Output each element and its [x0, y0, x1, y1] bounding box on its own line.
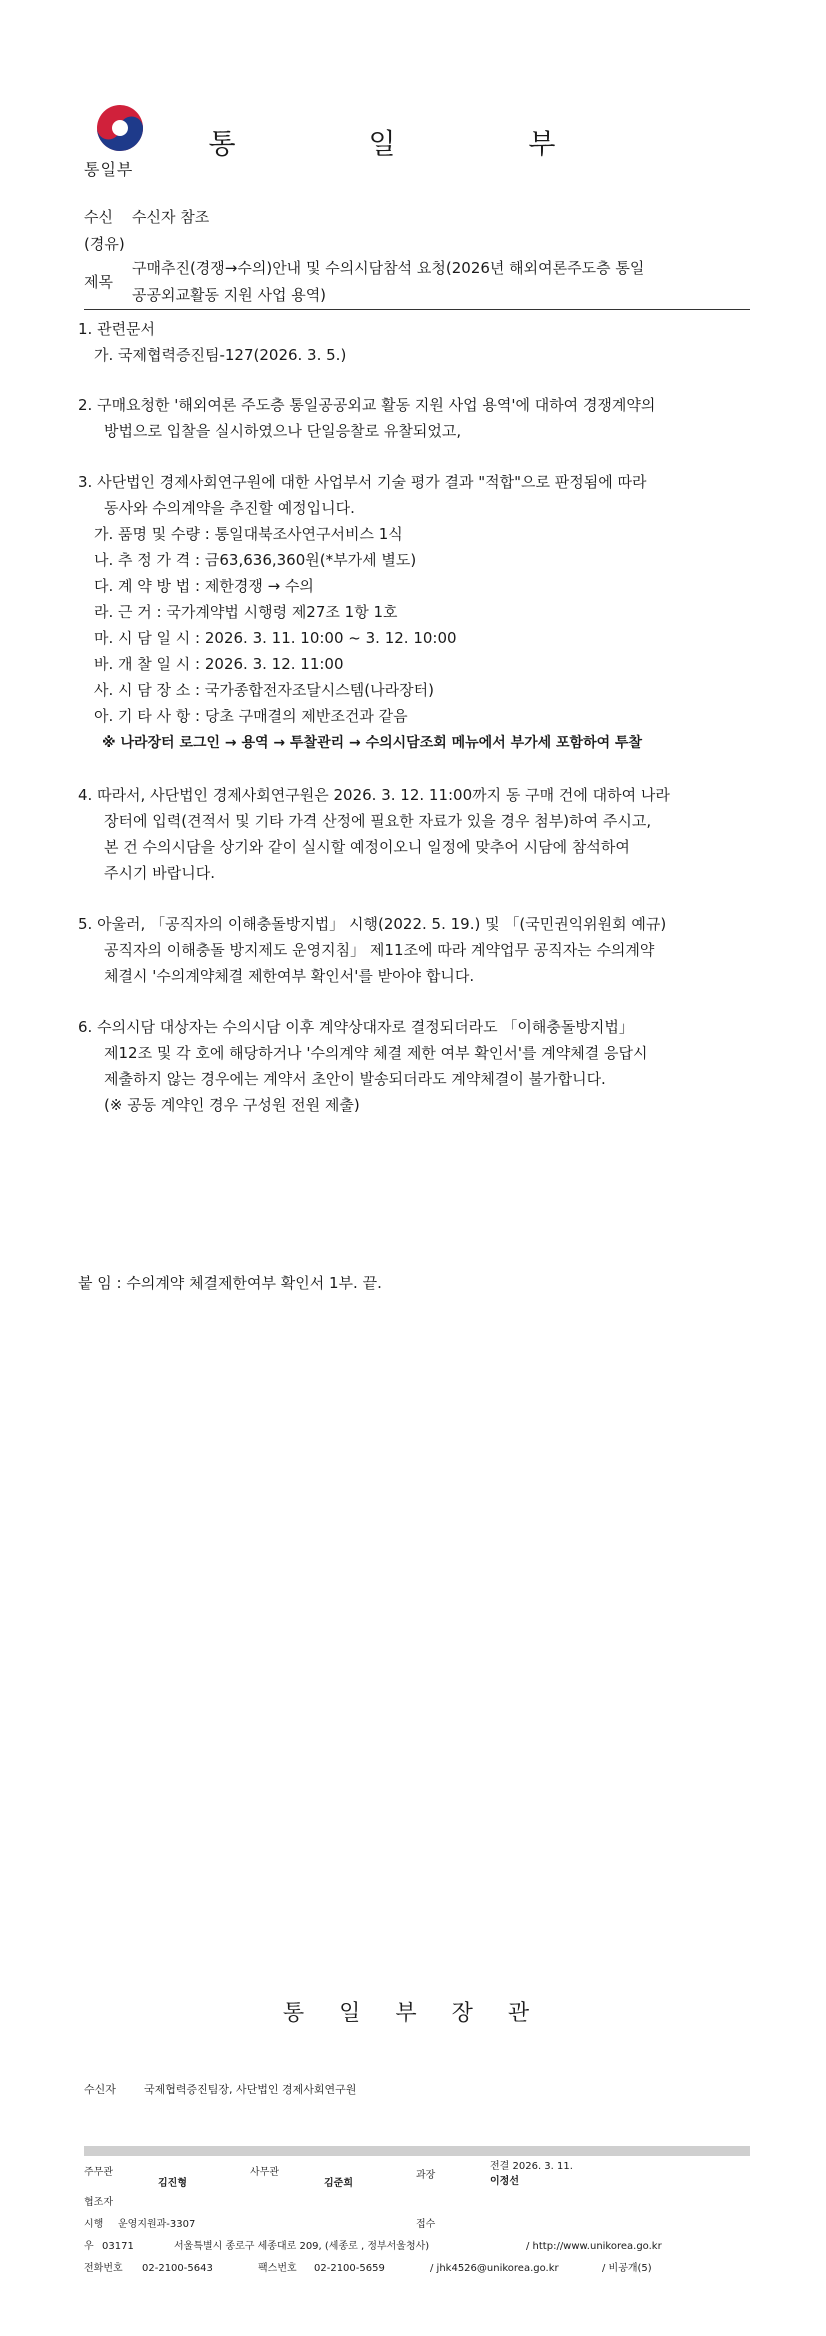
p3-item: 라. 근 거 : 국가계약법 시행령 제27조 1항 1호: [94, 603, 398, 621]
zip-code: 03171: [102, 2241, 134, 2252]
p6-line-4: (※ 공동 계약인 경우 구성원 전원 제출): [104, 1096, 360, 1114]
p3-line-1: 3. 사단법인 경제사회연구원에 대한 사업부서 기술 평가 결과 "적합"으로 판정됨에 따라: [78, 473, 647, 491]
p3-line-2: 동사와 수의계약을 추진할 예정입니다.: [104, 499, 355, 517]
p3-item: 가. 품명 및 수량 : 통일대북조사연구서비스 1식: [94, 525, 403, 543]
p4-line-4: 주시기 바랍니다.: [104, 864, 215, 882]
subject-divider: [84, 309, 750, 310]
p1-item: 가. 국제협력증진팀-127(2026. 3. 5.): [94, 346, 347, 364]
p3-item: 나. 추 정 가 격 : 금63,636,360원(*부가세 별도): [94, 551, 417, 569]
p4-line-1: 4. 따라서, 사단법인 경제사회연구원은 2026. 3. 12. 11:00까지 동 구매 건에 대하여 나라: [78, 786, 670, 804]
enforce-value: 운영지원과-3307: [118, 2219, 196, 2230]
p3-item: 아. 기 타 사 항 : 당초 구매결의 제반조건과 같음: [94, 707, 408, 725]
phone-number: 02-2100-5643: [142, 2263, 213, 2274]
subject-line-2: 공공외교활동 지원 사업 용역): [132, 286, 327, 304]
p4-line-3: 본 건 수의시담을 상기와 같이 실시할 예정이오니 일정에 맞추어 시담에 참석하여: [104, 838, 630, 856]
p2-line-1: 2. 구매요청한 '해외여론 주도층 통일공공외교 활동 지원 사업 용역'에 대하여 경쟁계약의: [78, 396, 656, 414]
approval-label: 전결 2026. 3. 11.: [490, 2161, 573, 2172]
phone-label: 전화번호: [84, 2263, 123, 2274]
attachment-line: 붙 임 : 수의계약 체결제한여부 확인서 1부. 끝.: [78, 1274, 382, 1292]
disclosure-status: / 비공개(5): [602, 2263, 652, 2274]
p2-line-2: 방법으로 입찰을 실시하였으나 단일응찰로 유찰되었고,: [104, 422, 462, 440]
p3-item: 사. 시 담 장 소 : 국가종합전자조달시스템(나라장터): [94, 681, 434, 699]
p1-title: 1. 관련문서: [78, 320, 156, 338]
officer-role: 사무관: [250, 2167, 279, 2178]
receive-label: 접수: [416, 2219, 436, 2230]
recipient-label: 수신: [84, 208, 113, 226]
footer-bar: [84, 2146, 750, 2156]
zip-label: 우: [84, 2241, 94, 2252]
fax-label: 팩스번호: [258, 2263, 297, 2274]
officer-name: 김준희: [324, 2178, 353, 2189]
p6-line-1: 6. 수의시담 대상자는 수의시담 이후 계약상대자로 결정되더라도 「이해충돌방지법」: [78, 1018, 634, 1036]
cooperator-label: 협조자: [84, 2197, 113, 2208]
address: 서울특별시 종로구 세종대로 209, (세종로 , 정부서울청사): [174, 2241, 430, 2252]
p4-line-2: 장터에 입력(견적서 및 기타 가격 산정에 필요한 자료가 있을 경우 첨부)하여 주시고,: [104, 812, 652, 830]
drafter-role: 주무관: [84, 2167, 113, 2178]
p5-line-2: 공직자의 이해충돌 방지제도 운영지침」 제11조에 따라 계약업무 공직자는 수의계약: [104, 941, 655, 959]
p3-note: ※ 나라장터 로그인 → 용역 → 투찰관리 → 수의시담조회 메뉴에서 부가세 포함하여 투찰: [102, 735, 643, 751]
fax-number: 02-2100-5659: [314, 2263, 385, 2274]
subject-label: 제목: [84, 273, 113, 291]
p5-line-1: 5. 아울러, 「공직자의 이해충돌방지법」 시행(2022. 5. 19.) 및 「(국민권익위원회 예규): [78, 915, 667, 933]
logo-text: 통일부: [84, 160, 134, 179]
email-link[interactable]: / jhk4526@unikorea.go.kr: [430, 2263, 559, 2274]
recipient-value: 수신자 참조: [132, 208, 210, 226]
p3-item: 바. 개 찰 일 시 : 2026. 3. 12. 11:00: [94, 655, 344, 673]
approver-name: 이정선: [490, 2176, 519, 2187]
ministry-title: 통 일 부: [208, 127, 618, 160]
enforce-label: 시행: [84, 2219, 104, 2230]
p3-item: 다. 계 약 방 법 : 제한경쟁 → 수의: [94, 577, 314, 595]
drafter-name: 김진형: [158, 2178, 187, 2189]
homepage-link[interactable]: / http://www.unikorea.go.kr: [526, 2241, 662, 2252]
receivers-label: 수신자: [84, 2083, 116, 2096]
p3-item: 마. 시 담 일 시 : 2026. 3. 11. 10:00 ~ 3. 12. 10:00: [94, 629, 457, 647]
signature-title: 통 일 부 장 관: [282, 2001, 544, 2026]
p5-line-3: 체결시 '수의계약체결 제한여부 확인서'를 받아야 합니다.: [104, 967, 475, 985]
p6-line-2: 제12조 및 각 호에 해당하거나 '수의계약 체결 제한 여부 확인서'를 계약체결 응답시: [104, 1044, 648, 1062]
p6-line-3: 제출하지 않는 경우에는 계약서 초안이 발송되더라도 계약체결이 불가합니다.: [104, 1070, 606, 1088]
subject-line-1: 구매추진(경쟁→수의)안내 및 수의시담참석 요청(2026년 해외여론주도층 통일: [132, 259, 645, 277]
chief-role: 과장: [416, 2170, 436, 2181]
receivers-value: 국제협력증진팀장, 사단법인 경제사회연구원: [144, 2083, 357, 2096]
via-label: (경유): [84, 235, 125, 253]
